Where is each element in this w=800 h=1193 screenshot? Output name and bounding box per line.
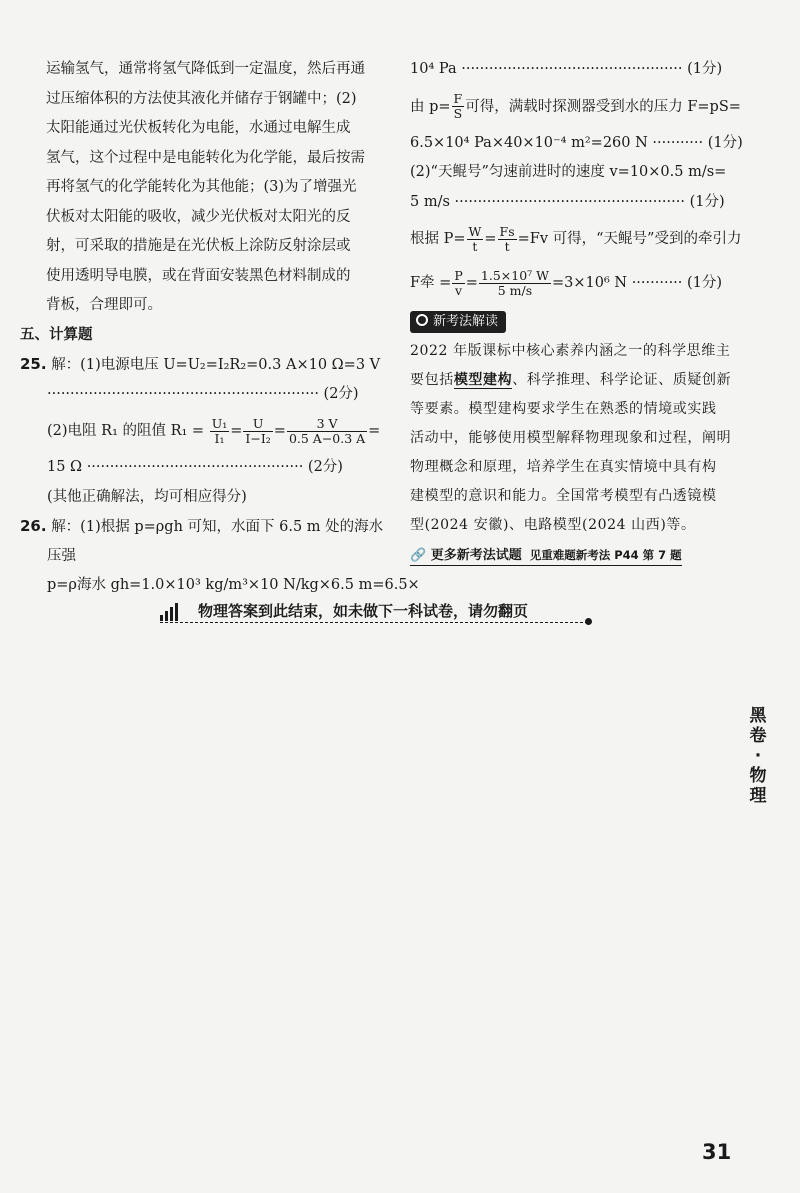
text-line: 使用透明导电膜，或在背面安装黑色材料制成的: [46, 267, 351, 284]
end-of-answers-banner: [160, 598, 600, 628]
text-fragment: (2)电阻 R₁ 的阻值 R₁ =: [47, 423, 205, 439]
text-fragment: 可得，满载时探测器受到水的压力 F=pS=: [465, 98, 741, 115]
text-line: 型(2024 安徽)、电路模型(2024 山西)等。: [410, 517, 696, 533]
lightbulb-icon: [416, 314, 428, 326]
text-line: 建模型的意识和能力。全国常考模型有凸透镜模: [410, 488, 717, 504]
fraction: [479, 269, 551, 298]
formula-line: (2)电阻 R₁ 的阻值 R₁ = $\frac{\text{U₁}}{\text{I₁}}$ = $\frac{U}{\text{I−I₂}}$ = $\frac{3 V}{0.5 A-0.3 A}$ =: [47, 415, 381, 446]
page-number: 31: [702, 1140, 732, 1164]
question-number: 26.: [20, 517, 47, 535]
numerator: F: [453, 91, 463, 106]
formula-line: [410, 85, 740, 129]
underlined-text: 模型建构: [453, 372, 513, 388]
text-line: (2)“天鲲号”匀速前进时的速度 v=10×0.5 m/s=: [410, 164, 727, 180]
text-fragment: 由 p=: [410, 98, 451, 115]
formula-line: 根据 P= $\frac{W}{t}$ = $\frac{Fs}{t}$ =Fv 可得，“天鲲号”受到的牵引力: [410, 223, 742, 254]
text-line: 太阳能通过光伏板转化为电能，水通过电解生成: [46, 120, 351, 136]
denominator: I−I₂: [245, 430, 271, 446]
text-line: 等要素。模型建构要求学生在熟悉的情境或实践: [410, 401, 717, 417]
numerator: 1.5×10⁷ W: [480, 267, 549, 283]
numerator: U: [243, 417, 272, 432]
text-fragment: =3×10⁶ N ··········· (1分): [552, 275, 723, 291]
text-fragment: =Fv 可得，“天鲲号”受到的牵引力: [517, 231, 742, 247]
numerator: W: [468, 223, 482, 239]
numerator: Fs: [499, 223, 515, 239]
text-line: 10⁴ Pa ················································ (1分): [410, 61, 723, 77]
side-char: 物: [749, 766, 767, 786]
explanation-block: [410, 337, 740, 540]
text-line: 活动中，能够使用模型解释物理现象和过程，阐明: [410, 430, 732, 446]
text-line: 射，可采取的措施是在光伏板上涂防反射涂层或: [46, 238, 351, 254]
paragraph-continuation: [20, 55, 372, 321]
side-char: 卷: [749, 726, 767, 746]
denominator: t: [504, 238, 510, 254]
text-line: 伏板对太阳能的吸收，减少光伏板对太阳光的反: [46, 208, 351, 225]
question-25: [20, 350, 381, 512]
numerator: P: [454, 267, 463, 283]
fraction: [452, 269, 464, 298]
text-line: 过压缩体积的方法使其液化并储存于钢罐中；(2): [46, 90, 357, 107]
denominator: t: [472, 238, 478, 254]
text-line: 5 m/s ·················································· (1分): [410, 193, 725, 210]
side-char: ·: [754, 746, 762, 766]
side-char: 理: [749, 786, 767, 806]
fraction: [452, 92, 465, 121]
question-26: [20, 512, 420, 601]
question-number: 25.: [20, 355, 47, 373]
tag-label: 新考法解读: [433, 314, 499, 329]
fraction: [467, 225, 484, 254]
text-line: 15 Ω ··············································· (2分): [47, 459, 343, 475]
text-line: 运输氢气，通常将氢气降低到一定温度，然后再通: [46, 61, 365, 77]
dashed-divider: [160, 622, 588, 623]
more-label: 更多新考法试题: [430, 548, 522, 563]
fraction: [210, 417, 230, 446]
fraction: [287, 417, 367, 446]
denominator: I₁: [214, 430, 225, 446]
side-label: [746, 706, 770, 806]
text-fragment: 根据 P=: [410, 231, 466, 247]
text-fragment: 、科学推理、科学论证、质疑创新: [512, 372, 732, 388]
signal-bars-icon: [160, 602, 180, 621]
section-heading: 五、计算题: [20, 326, 93, 343]
right-column: [410, 55, 743, 566]
denominator: S: [453, 106, 463, 121]
text-line: 解：(1)电源电压 U=U₂=I₂R₂=0.3 A×10 Ω=3 V: [51, 357, 381, 373]
fraction: [243, 417, 272, 446]
divider-dot: [585, 618, 592, 625]
text-line: 背板，合理即可。: [46, 297, 162, 313]
numerator: U₁: [211, 415, 228, 431]
text-line: ··························································· (2分): [47, 385, 359, 402]
text-line: p=ρ海水 gh=1.0×10³ kg/m³×10 N/kg×6.5 m=6.5×: [47, 577, 420, 593]
more-reference: 见重难题新考法 P44 第 7 题: [529, 548, 682, 562]
more-questions-link: [410, 544, 682, 566]
text-line: 2022 年版课标中核心素养内涵之一的科学思维主: [410, 343, 731, 359]
denominator: 0.5 A−0.3 A: [288, 430, 366, 446]
text-line: 压强: [47, 547, 76, 564]
new-method-tag: [410, 311, 506, 333]
text-line: 解：(1)根据 p=ρgh 可知，水面下 6.5 m 处的海水: [51, 519, 384, 535]
text-line: 6.5×10⁴ Pa×40×10⁻⁴ m²=260 N ··········· (1分): [410, 134, 743, 151]
text-line: [410, 366, 740, 395]
fraction: [498, 225, 517, 254]
text-line: 物理概念和原理，培养学生在真实情境中具有构: [410, 459, 717, 475]
text-line: (其他正确解法，均可相应得分): [47, 488, 247, 505]
left-column: [20, 55, 420, 601]
denominator: 5 m/s: [497, 282, 533, 298]
text-fragment: 要包括: [410, 372, 454, 388]
side-char: 黑: [749, 706, 767, 726]
end-text: 物理答案到此结束，如未做下一科试卷，请勿翻页: [198, 602, 529, 620]
text-line: 再将氢气的化学能转化为其他能；(3)为了增强光: [46, 179, 357, 195]
numerator: 3 V: [287, 417, 367, 432]
text-line: 氢气，这个过程中是电能转化为化学能，最后按需: [46, 149, 365, 166]
formula-line: F牵 = $\frac{P}{v}$ = $\frac{\text{1.5×10⁷ W}}{5 m/s}$ =3×10⁶ N ··········· (1分): [410, 267, 723, 298]
link-icon: 🔗: [410, 548, 427, 563]
text-fragment: F牵 =: [410, 275, 452, 291]
denominator: v: [455, 282, 463, 298]
